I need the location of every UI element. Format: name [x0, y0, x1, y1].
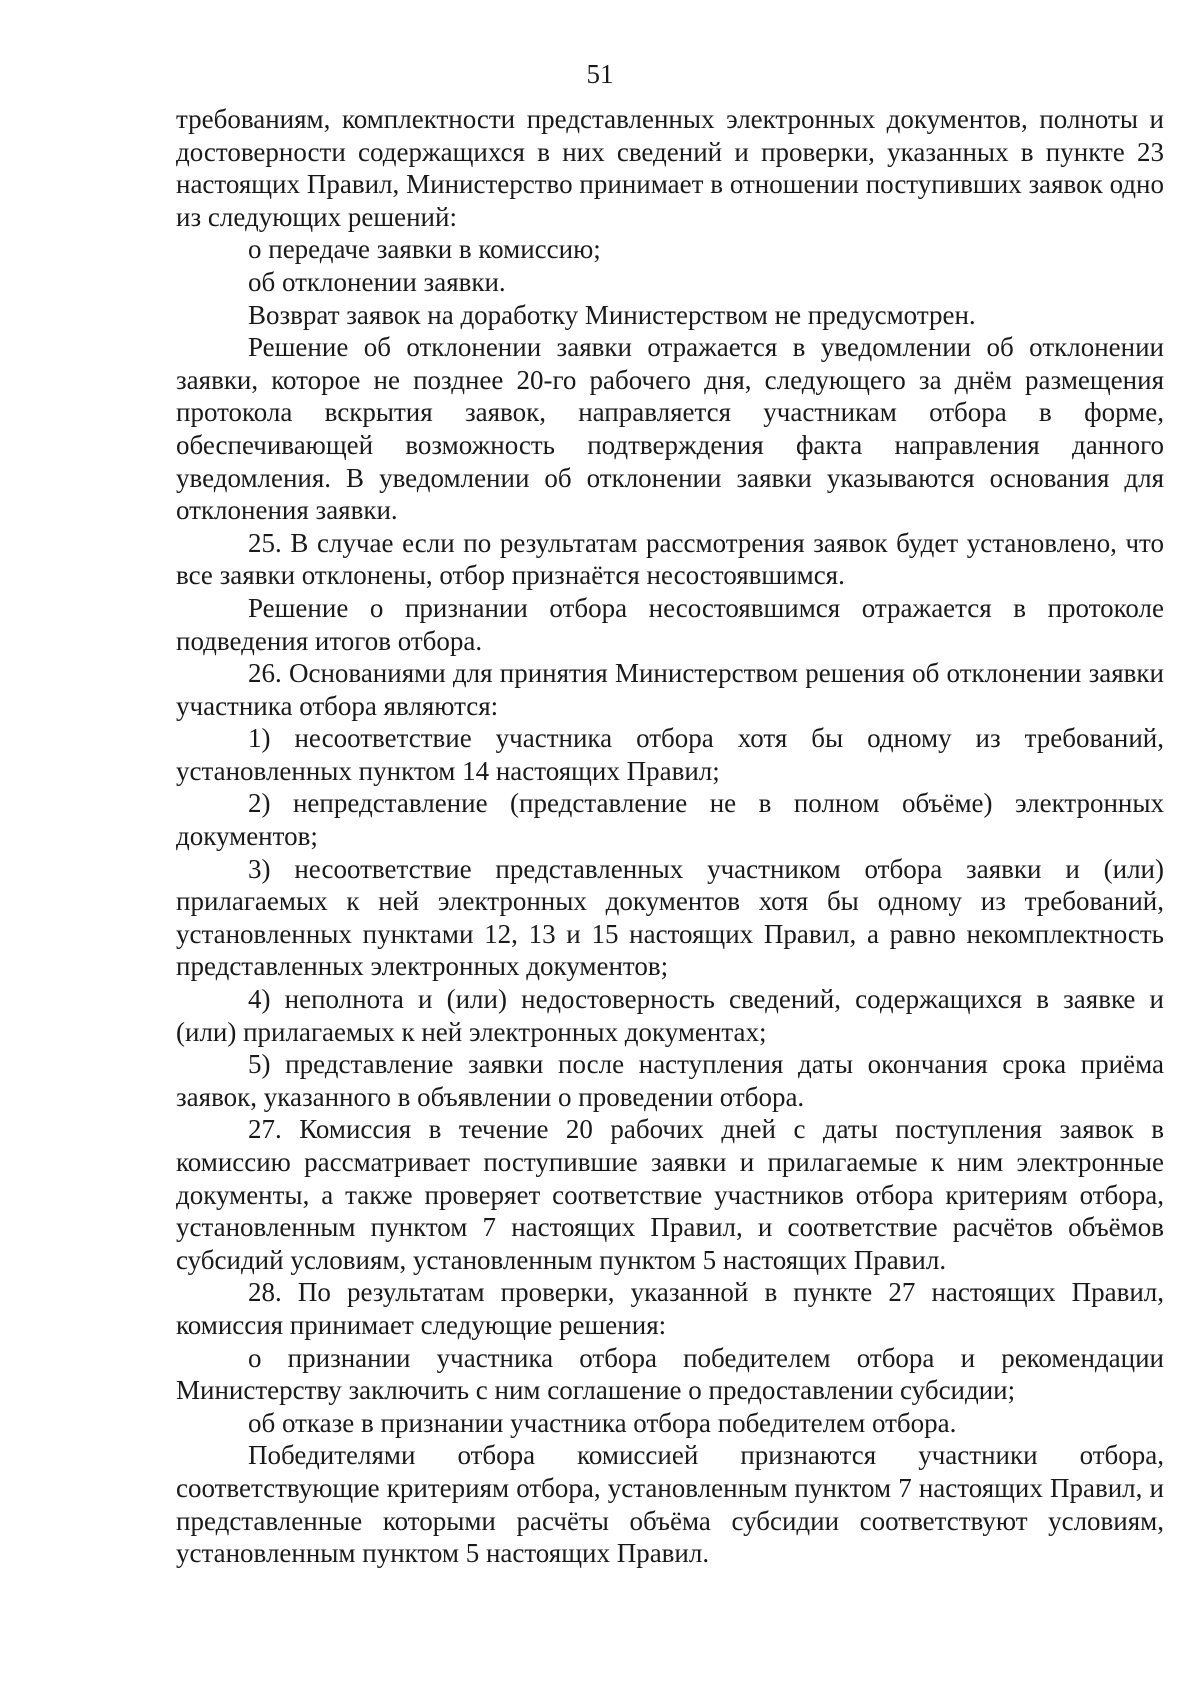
paragraph-decision-refusal: об отказе в признании участника отбора победителем отбора. [248, 1407, 957, 1438]
paragraph-ground-4: 4) неполнота и (или) недостоверность сведений, содержащихся в заявке и (или) прилагаемых к ней электронных документах; [176, 984, 1164, 1047]
paragraph-ground-2: 2) непредставление (представление не в полном объёме) электронных документов; [176, 788, 1164, 852]
paragraph-option-reject: об отклонении заявки. [248, 266, 506, 297]
paragraph-failed-selection: Решение о признании отбора несостоявшимся отражается в протоколе подведения итогов отбора. [176, 592, 1164, 656]
document-body [176, 103, 1164, 1570]
paragraph-decision-winner: о признании участника отбора победителем отбора и рекомендации Министерству заключить с ним соглашение о предоставлении субсидии; [176, 1342, 1164, 1406]
paragraph-ground-3: 3) несоответствие представленных участником отбора заявки и (или) прилагаемых к ней электронных документов хотя бы одному из требований, установленных пунктами 12, 13 и 15 настоящих Правил, а равно некомплектность представленных электронных документов; [176, 853, 1164, 982]
page-number: 51 [586, 59, 614, 89]
paragraph-rejection-notice: Решение об отклонении заявки отражается в уведомлении об отклонении заявки, которое не позднее 20-го рабочего дня, следующего за днём размещения протокола вскрытия заявок, направляется участникам отбора в форме, обеспечивающей возможность подтверждения факта направления данного уведомления. В уведомлении об отклонении заявки указываются основания для отклонения заявки. [176, 332, 1164, 526]
paragraph-item-27: 27. Комиссия в течение 20 рабочих дней с даты поступления заявок в комиссию рассматривает поступившие заявки и прилагаемые к ним электронные документы, а также проверяет соответствие участников отбора критериям отбора, установленным пунктом 7 настоящих Правил, и соответствие расчётов объёмов субсидий условиям, установленным пунктом 5 настоящих Правил. [176, 1114, 1164, 1275]
paragraph-item-26: 26. Основаниями для принятия Министерством решения об отклонении заявки участника отбора являются: [176, 658, 1164, 721]
paragraph-ground-5: 5) представление заявки после наступления даты окончания срока приёма заявок, указанного в объявлении о проведении отбора. [176, 1049, 1164, 1112]
paragraph-ground-1: 1) несоответствие участника отбора хотя бы одному из требований, установленных пунктом 14 настоящих Правил; [176, 723, 1164, 786]
paragraph-no-return: Возврат заявок на доработку Министерством не предусмотрен. [248, 299, 976, 330]
paragraph-winners: Победителями отбора комиссией признаются участники отбора, соответствующие критериям отбора, установленным пунктом 7 настоящих Правил, и представленные которыми расчёты объёма субсидии соответствуют условиям, установленным пунктом 5 настоящих Правил. [176, 1440, 1164, 1569]
paragraph-item-25: 25. В случае если по результатам рассмотрения заявок будет установлено, что все заявки отклонены, отбор признаётся несостоявшимся. [176, 527, 1164, 591]
paragraph-item-28: 28. По результатам проверки, указанной в пункте 27 настоящих Правил, комиссия принимает следующие решения: [176, 1277, 1164, 1340]
paragraph-continuation: требованиям, комплектности представленных электронных документов, полноты и достоверности содержащихся в них сведений и проверки, указанных в пункте 23 настоящих Правил, Министерство принимает в отношении поступивших заявок одно из следующих решений: [176, 104, 1164, 232]
paragraph-option-commission: о передаче заявки в комиссию; [248, 234, 601, 265]
